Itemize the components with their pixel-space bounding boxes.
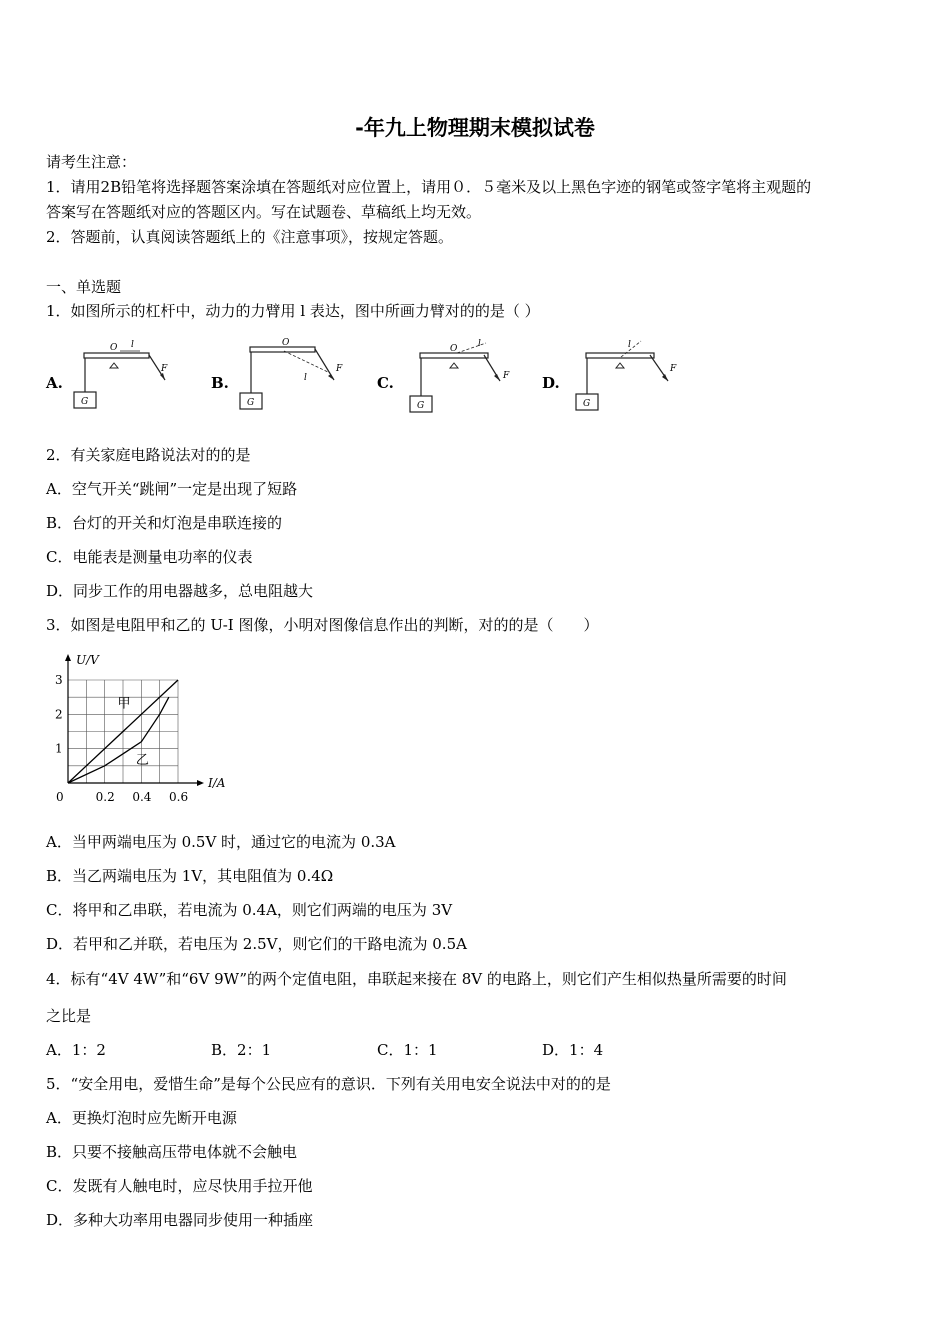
- q3-option-a: A．当甲两端电压为 0.5V 时，通过它的电流为 0.3A: [46, 833, 396, 851]
- q4-option-d: D．1：4: [542, 1041, 604, 1059]
- page-title: -年九上物理期末模拟试卷: [355, 116, 595, 140]
- q1-option-c: C.: [377, 374, 394, 392]
- lever-figure-a: [68, 335, 178, 415]
- svg-text:O: O: [110, 343, 118, 353]
- q4-option-b: B．2：1: [211, 1041, 272, 1059]
- x-axis-arrow: [197, 780, 204, 786]
- q2-option-c: C．电能表是测量电功率的仪表: [46, 548, 253, 566]
- section-heading: 一、单选题: [46, 278, 122, 296]
- x-tick-label: 0.4: [132, 790, 152, 804]
- q5-stem: 5．“安全用电，爱惜生命”是每个公民应有的意识．下列有关用电安全说法中对的的是: [46, 1075, 611, 1093]
- q1-stem: 1．如图所示的杠杆中，动力的力臂用 l 表达，图中所画力臂对的的是（ ）: [46, 302, 540, 320]
- lever-figure-c: [400, 335, 510, 415]
- q4-option-c: C．1：1: [377, 1041, 438, 1059]
- y-tick-label: 1: [55, 741, 63, 756]
- svg-text:F: F: [670, 364, 677, 374]
- q2-option-a: A．空气开关“跳闸”一定是出现了短路: [46, 480, 298, 498]
- notice-line-1b: 答案写在答题纸对应的答题区内。写在试题卷、草稿纸上均无效。: [46, 203, 482, 221]
- x-tick-label: 0: [56, 790, 64, 804]
- x-tick-label: 0.2: [95, 790, 115, 804]
- weight-label: G: [81, 397, 89, 407]
- svg-text:G: G: [417, 401, 425, 411]
- notice-line-1a: 1．请用2B铅笔将选择题答案涂填在答题纸对应位置上，请用０．５毫米及以上黑色字迹的钢笔或签字笔将主观题的: [46, 178, 812, 196]
- svg-text:G: G: [583, 399, 591, 409]
- q5-option-d: D．多种大功率用电器同步使用一种插座: [46, 1211, 314, 1229]
- q2-stem: 2．有关家庭电路说法对的的是: [46, 446, 251, 464]
- y-tick-label: 2: [55, 707, 63, 722]
- u-i-chart: [46, 645, 236, 810]
- lever-figure-b: [234, 335, 344, 415]
- svg-text:O: O: [282, 338, 290, 348]
- q4-stem-line2: 之比是: [46, 1007, 92, 1025]
- svg-text:F: F: [336, 364, 343, 374]
- svg-text:F: F: [503, 371, 510, 381]
- y-tick-label: 3: [55, 673, 63, 687]
- q2-option-d: D．同步工作的用电器越多，总电阻越大: [46, 582, 314, 600]
- series-label-jia: 甲: [117, 696, 131, 712]
- q4-option-a: A．1：2: [46, 1041, 106, 1059]
- q1-option-a: A.: [46, 374, 63, 392]
- notice-line-2: 2．答题前，认真阅读答题纸上的《注意事项》，按规定答题。: [46, 228, 454, 246]
- q3-option-c: C．将甲和乙串联，若电流为 0.4A，则它们两端的电压为 3V: [46, 901, 453, 919]
- q1-option-d: D.: [542, 374, 560, 392]
- svg-text:l: l: [478, 339, 481, 349]
- q3-option-d: D．若甲和乙并联，若电压为 2.5V，则它们的干路电流为 0.5A: [46, 935, 467, 953]
- q3-stem: 3．如图是电阻甲和乙的 U-I 图像，小明对图像信息作出的判断，对的的是（ ）: [46, 616, 599, 634]
- q4-stem-line1: 4．标有“4V 4W”和“6V 9W”的两个定值电阻，串联起来接在 8V 的电路上，则它们产生相似热量所需要的时间: [46, 970, 787, 988]
- svg-text:G: G: [247, 398, 255, 408]
- svg-text:O: O: [450, 344, 458, 354]
- series-label-yi: 乙: [135, 753, 149, 769]
- y-axis-label: U/V: [76, 653, 99, 667]
- notice-heading: 请考生注意：: [46, 153, 137, 171]
- svg-text:l: l: [131, 340, 134, 350]
- q5-option-b: B．只要不接触高压带电体就不会触电: [46, 1143, 298, 1161]
- q5-option-c: C．发既有人触电时，应尽快用手拉开他: [46, 1177, 313, 1195]
- q3-option-b: B．当乙两端电压为 1V，其电阻值为 0.4Ω: [46, 867, 334, 885]
- x-axis-label: I/A: [208, 776, 226, 790]
- lever-figure-d: [566, 335, 682, 415]
- svg-text:l: l: [304, 373, 307, 383]
- q1-option-b: B.: [211, 374, 229, 392]
- y-axis-arrow: [65, 654, 71, 661]
- q2-option-b: B．台灯的开关和灯泡是串联连接的: [46, 514, 283, 532]
- q5-option-a: A．更换灯泡时应先断开电源: [46, 1109, 237, 1127]
- svg-text:F: F: [161, 364, 168, 374]
- svg-text:l: l: [628, 340, 631, 350]
- x-tick-label: 0.6: [169, 790, 189, 804]
